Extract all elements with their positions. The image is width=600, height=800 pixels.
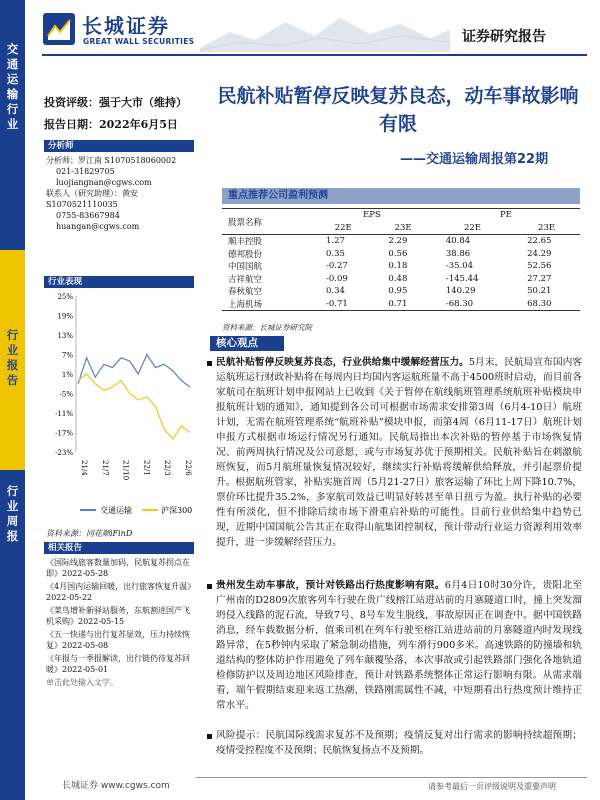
series-transport-line (78, 355, 190, 388)
table-cell: -68.30 (445, 298, 474, 309)
related-item[interactable]: 《4月国内运输回暖，出行旅客恢复升温》2022-05-22 (46, 582, 196, 602)
sub-header: 22E (463, 222, 481, 233)
table-row (222, 260, 580, 273)
x-tick-label: 22/3 (163, 460, 172, 476)
sub-header: 22E (334, 222, 352, 233)
y-tick-label: 7% (61, 351, 73, 360)
table-row (222, 273, 580, 286)
logo-en: GREAT WALL SECURITIES (83, 37, 195, 46)
table-cell: 0.35 (326, 248, 345, 259)
related-item[interactable]: 《年报与一季报解读，出行链仍待复苏回暖》2022-05-01 (46, 654, 190, 674)
rating: 投资评级：强于大市（维持） (44, 96, 187, 109)
table-title: 重点推荐公司盈利预测 (222, 188, 580, 204)
table-row (222, 298, 580, 311)
assistant-line: 联系人（研究助理）：黄安 (46, 189, 138, 198)
related-list (46, 557, 196, 688)
stock-name: 德邦股份 (228, 249, 263, 260)
table-cell: -145.44 (445, 273, 479, 284)
y-tick-label: 1% (61, 371, 73, 379)
core-paragraph-3: 风险提示：民航国际线需求复苏不及预期；疫情反复对出行需求的影响持续超预期；疫情受控程度不及预期；民航恢复扬点不及预期。 (216, 730, 582, 756)
analyst-phone: 021-31829705 (56, 167, 115, 176)
y-tick-label: 13% (57, 332, 73, 340)
core-paragraph-1 (216, 355, 582, 550)
y-tick-label: -11% (55, 410, 73, 418)
related-item[interactable]: 《国际线旅客数量加码，民航复苏拐点在即》2022-05-28 (46, 558, 190, 578)
chart-source: 资料来源：同花顺iFinD (46, 529, 133, 538)
analyst-line: 分析师：罗江南 S1070518060002 (46, 156, 177, 165)
table-cell: -35.04 (445, 261, 474, 272)
table-cell: 68.30 (527, 298, 552, 309)
analyst-email[interactable]: luojiangnan@cgws.com (56, 178, 152, 187)
y-tick-label: 19% (57, 312, 73, 321)
core-paragraph-2 (216, 578, 582, 713)
stock-name: 中国国航 (228, 262, 263, 273)
logo-icon (42, 12, 76, 46)
x-tick-label: 21/10 (121, 460, 130, 481)
strip-low-text: 行业周报 (6, 484, 19, 543)
table-cell: 140.29 (445, 286, 476, 297)
legend-hs300: 沪深300 (161, 506, 193, 515)
stock-name: 吉祥航空 (228, 274, 263, 285)
legend-transport: 交通运输 (100, 506, 132, 515)
table-cell: -0.71 (326, 298, 348, 309)
table-source: 资料来源：长城证券研究院 (222, 323, 312, 332)
table-row (222, 285, 580, 298)
table-cell: -0.27 (326, 261, 348, 272)
table-cell: 2.29 (388, 236, 408, 247)
table-cell: 22.65 (527, 236, 552, 247)
report-type: 证券研究报告 (462, 29, 546, 45)
eps-table-wrap (222, 208, 580, 311)
y-tick-label: -23% (55, 449, 73, 457)
y-tick-label: -17% (55, 429, 73, 438)
industry-chart (40, 292, 195, 522)
analyst-header: 分析师 (44, 140, 194, 152)
y-tick-label: -5% (59, 390, 73, 399)
core-header: 核心观点 (210, 336, 284, 351)
company-logo (42, 8, 212, 52)
table-cell: 0.48 (388, 273, 408, 284)
table-cell: 1.27 (326, 236, 345, 247)
assistant-phone: 0755-83667984 (56, 211, 120, 220)
table-cell: 50.21 (527, 286, 552, 297)
table-cell: 0.18 (388, 261, 408, 272)
report-title: 民航补贴暂停反映复苏良态，动车事故影响有限 (217, 85, 579, 135)
table-cell: 0.34 (326, 286, 345, 297)
table-row (222, 248, 580, 261)
footer-disclaimer: 请参考最后一页评级说明及重要声明 (428, 782, 556, 791)
table-cell: 0.71 (388, 298, 408, 309)
p1-text: 5月末，民航局宣布国内客运航班运行财政补贴将在每周内日均国内客运航班量不高于4500班时启动，而目前各家航司在航班计划申报网站上已收到《关于暂停在航线航班管理系统航班补贴模块申报航班计划的通知》，通知提到各公司可根据市场需求安排第3周（6月4-10日）航班计划，无需在航班管理系统“航班补贴”模块申报，而第4周（6月11-17日）航班计划申报方式根据市场运行情况另行通知。民航局指出本次补贴的暂停基于市场恢复情况、前两周执行情况及公司意愿，或与市场复苏优于预期相关。民航补贴旨在刺激航班恢复，而5月航班量恢复情况较好，继续实行补贴将缓解供给释放，并引起票价提升。根据航班管家，补贴实施首周（5月21-27日）旅客运输了环比上周下降10.7%，票价环比提升35.2%，多家航司效益已明显好转甚至单日扭亏为盈。执行补贴的必要性有所淡化，但不排除后续市场下滑重启补贴的可能性。目前行业供给集中趋势已现，近期中国国航公告其正在取得山航集团控制权，预计带动行业运力资源利用效率提升，进一步缓解经营压力。 (216, 357, 582, 548)
assistant-id: S1070521110035 (46, 200, 118, 209)
analyst-info (46, 155, 196, 232)
col-pe: PE (499, 210, 512, 221)
stock-name: 上海机场 (228, 299, 263, 310)
bullet-icon (207, 361, 212, 366)
strip-top (0, 0, 25, 250)
report-date: 报告日期：2022年6月5日 (44, 118, 178, 131)
bullet-icon (207, 584, 212, 589)
table-cell: 40.84 (445, 236, 471, 247)
col-eps: EPS (363, 210, 381, 221)
table-cell: 52.56 (527, 261, 552, 272)
header-divider (42, 54, 587, 56)
logo-cn: 长城证券 (82, 14, 170, 38)
related-more: 单击此处输入文字。 (46, 678, 118, 687)
stock-name: 春秋航空 (228, 287, 263, 298)
footer-divider (196, 777, 587, 778)
great-wall-watermark (200, 4, 450, 52)
related-header: 相关报告 (44, 542, 194, 554)
col-stock: 股票名称 (228, 217, 263, 228)
p1-bold: 民航补贴暂停反映复苏良态，行业供给集中缓解经营压力。 (216, 357, 469, 368)
related-item[interactable]: 《菜鸟增补新驿站服务，东航割进国产飞机采购》2022-05-15 (46, 606, 190, 626)
sub-header: 23E (394, 222, 412, 233)
eps-table (222, 209, 580, 310)
x-tick-label: 22/6 (184, 460, 192, 476)
y-tick-label: 25% (57, 293, 73, 301)
strip-mid-text: 行业报告 (6, 328, 19, 387)
strip-mid (0, 250, 25, 470)
series-hs300-line (78, 374, 190, 439)
strip-low (0, 470, 25, 800)
related-item[interactable]: 《五一快递与出行复苏显效，压力持续恢复》2022-05-08 (46, 630, 190, 650)
table-cell: 0.56 (388, 248, 408, 259)
p2-text: 6月4日10时30分许，贵阳北至广州南的D2809次旅客列车行驶在贵广线榕江站进站前的月寨隧道口时，撞上突发溜坍侵入线路的泥石流，导致7号、8号车发生脱线，事故原因正在调查中。据中国铁路消息，经车载数据分析，值乘司机在列车行驶至榕江站进站前的月寨隧道内时发现线路异常，在5秒钟内采取了紧急制动措施，列车滑行900多米。高速铁路的防撞墙和轨道结构的整体防护作用避免了列车颠覆坠落，本次事故或引起铁路部门强化各地轨道检修防护以及周边地区风险排查，预计对铁路系统整体正常运行影响有限。从需求端看，端午假期结束迎来返工热潮，铁路刚需属性不减，中短期看出行热度预计维持正常水平。 (216, 580, 583, 711)
table-cell: 0.95 (388, 286, 408, 297)
x-tick-label: 21/7 (100, 460, 109, 476)
strip-top-text: 交通运输行业 (6, 42, 19, 131)
table-cell: 27.27 (527, 273, 552, 284)
table-cell: 24.29 (527, 248, 552, 259)
bullet-icon (207, 734, 212, 739)
table-cell: -0.09 (326, 273, 348, 284)
stock-name: 顺丰控股 (228, 237, 263, 248)
footer-logo: 长城证券 www.cgws.com (62, 781, 170, 791)
sub-header: 23E (538, 222, 556, 233)
table-row (222, 235, 580, 248)
chart-header: 行业表现 (44, 276, 194, 288)
table-cell: 38.86 (445, 248, 471, 259)
left-strip (0, 0, 25, 800)
assistant-email[interactable]: huangan@cgws.com (56, 222, 140, 231)
x-tick-label: 22/1 (142, 460, 151, 476)
p2-bold: 贵州发生动车事故，预计对铁路出行热度影响有限。 (216, 580, 445, 591)
x-tick-label: 21/4 (80, 460, 88, 476)
report-subtitle: ——交通运输周报第22期 (400, 152, 549, 167)
